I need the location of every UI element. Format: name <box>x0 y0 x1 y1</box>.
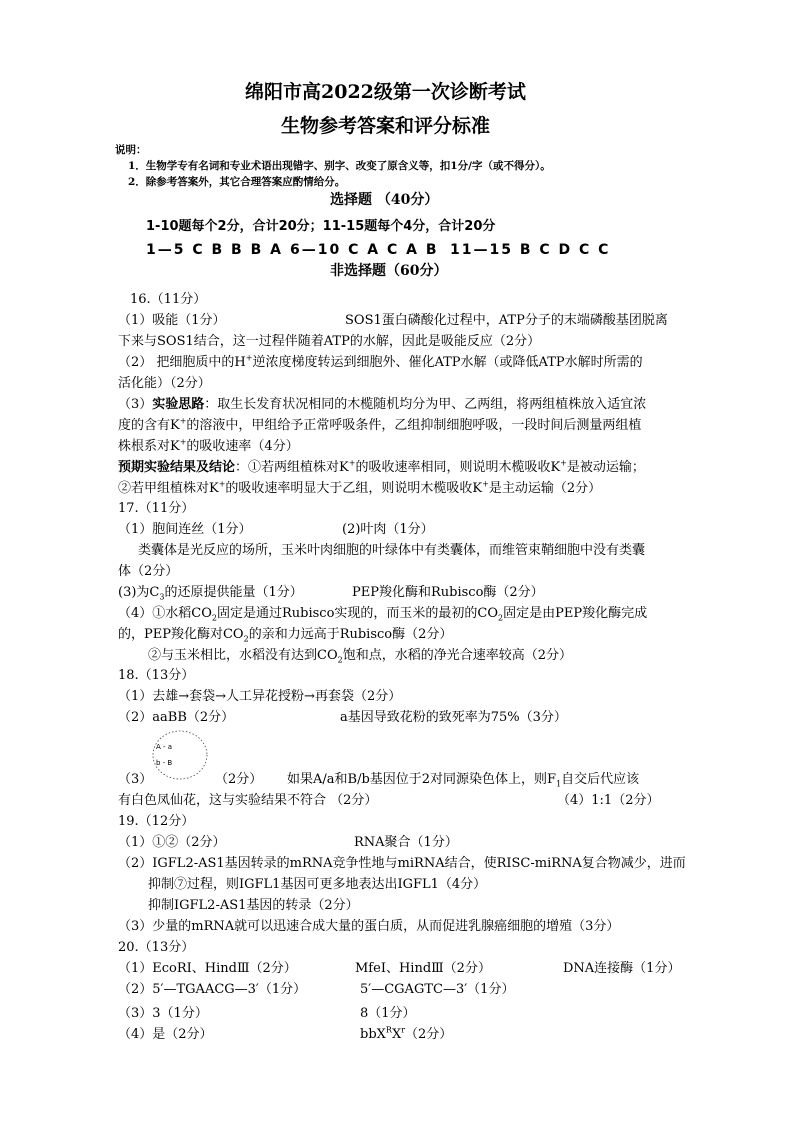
q17-line-1b: (2)叶肉（1分） <box>342 522 434 537</box>
q18-line-4b: （4）1:1（2分） <box>557 793 660 808</box>
q19-line-3: 抑制⑦过程，则IGFL1基因可更多地表达出IGFL1（4分） <box>148 877 487 892</box>
q16-line-4: 活化能）（2分） <box>118 376 211 391</box>
q20-line-4b: $bbX^RX^r(2$分） <box>360 1025 453 1042</box>
q18-line-3c: 如果A/a和B/b基因位于2对同源染色体上，则$F_1$自交后代应该 <box>287 772 640 789</box>
q18-line-3b: （2分） <box>215 772 263 787</box>
q19-line-5: （3）少量的mRNA就可以迅速合成大量的蛋白质，从而促进乳腺癌细胞的增殖（3分） <box>118 919 620 934</box>
q17-line-1a: （1）胞间连丝（1分） <box>118 522 252 537</box>
q17-line-6: 的，PEP羧化酶对$CO_2$的亲和力远高于Rubisco酶（2分） <box>118 627 453 644</box>
q19-heading: 19.（12分） <box>118 814 195 829</box>
q19-line-1a: （1）①②（2分） <box>118 835 226 850</box>
notes-label: 说明： <box>115 144 147 156</box>
q17-line-3: 体（2分） <box>118 564 179 579</box>
q17-heading: 17.（11分） <box>118 501 195 516</box>
q20-line-3b: 8（1分） <box>360 1006 416 1021</box>
q19-line-2: （2）IGFL2-AS1基因转录的mRNA竞争性地与miRNA结合，使RISC-miRNA复合物减少，进而 <box>118 856 686 871</box>
q16-line-5: （3）实验思路：取生长发育状况相同的木榄随机均分为甲、乙两组，将两组植株放入适宜浓 <box>118 397 647 412</box>
q20-line-1b: MfeI、HindⅢ（2分） <box>355 961 491 976</box>
gene-pair-top: A - a <box>156 743 173 751</box>
q16-line-3: （2） 把细胞质中的H+逆浓度梯度转运到细胞外、催化ATP水解（或降低ATP水解时所需的 <box>118 353 643 370</box>
q16-line-9: ②若甲组植株对K+的吸收速率明显大于乙组，则说明木榄吸收K+是主动运输（2分） <box>118 479 602 496</box>
q17-line-4a: (3)为$C_3$的还原提供能量（1分） <box>118 585 303 602</box>
q17-line-4c: PEP羧化酶和Rubisco酶（2分） <box>352 585 544 600</box>
q16-line-7: 株根系对K+的吸收速率（4分） <box>118 437 299 454</box>
choice-heading: 选择题 （40分） <box>330 192 439 208</box>
gene-pair-bottom: b - B <box>156 759 173 767</box>
q19-line-4: 抑制IGFL2-AS1基因的转录（2分） <box>148 898 359 913</box>
notes-item-1: 1．生物学专有名词和专业术语出现错字、别字、改变了原含义等，扣1分/字（或不得分）。 <box>128 160 551 172</box>
q20-line-1c: DNA连接酶（1分） <box>563 961 681 976</box>
title-line-2: 生物参考答案和评分标准 <box>281 115 491 137</box>
q18-line-4a: 有白色凤仙花，这与实验结果不符合 （2分） <box>118 793 378 808</box>
q20-line-2b: 5′—CGAGTC—3′（1分） <box>360 982 515 997</box>
q16-line-8: 预期实验结果及结论：①若两组植株对K+的吸收速率相同，则说明木榄吸收K+是被动运输； <box>118 458 645 475</box>
q20-line-2a: （2）5′—TGAACG—3′（1分） <box>118 982 307 997</box>
q18-line-2b: a基因导致花粉的致死率为75%（3分） <box>340 710 567 725</box>
cell-outline <box>153 731 207 779</box>
q16-line-2: 下来与SOS1结合，这一过程伴随着ATP的水解，因此是吸能反应（2分） <box>118 334 541 349</box>
q20-line-4a: （4）是（2分） <box>118 1027 213 1042</box>
q20-line-3a: （3）3（1分） <box>118 1006 208 1021</box>
answers-1-5: 1—5 C B B B A <box>146 242 283 258</box>
q17-line-7: ②与玉米相比，水稻没有达到$CO_2$饱和点，水稻的净光合速率较高（2分） <box>148 648 572 665</box>
q16-line-6: 度的含有K+的溶液中，甲组给予正常呼吸条件，乙组抑制细胞呼吸，一段时间后测量两组植 <box>118 416 642 433</box>
nonchoice-heading: 非选择题（60分） <box>330 263 448 279</box>
q16-line-1b: SOS1蛋白磷酸化过程中，ATP分子的末端磷酸基团脱离 <box>345 313 668 328</box>
notes-item-2: 2．除参考答案外，其它合理答案应酌情给分。 <box>128 176 346 188</box>
answers-6-10: 6—10 C A C A B <box>290 242 439 258</box>
q16-heading: 16.（11分） <box>130 292 207 307</box>
q18-heading: 18.（13分） <box>118 668 195 683</box>
q17-line-2: 类囊体是光反应的场所，玉米叶肉细胞的叶绿体中有类囊体，而维管束鞘细胞中没有类囊 <box>138 543 646 558</box>
q20-line-1a: （1）EcoRI、HindⅢ（2分） <box>118 961 297 976</box>
q18-line-3a: （3） <box>118 772 153 787</box>
q17-line-5: （4）①水稻$CO_2$固定是通过Rubisco实现的，而玉米的最初的$CO_2$固定是由PEP羧化酶完成 <box>118 606 648 623</box>
q19-line-1b: RNA聚合（1分） <box>354 835 458 850</box>
q20-heading: 20.（13分） <box>118 940 195 955</box>
chromosome-diagram <box>150 728 210 782</box>
q18-line-2a: （2）aaBB（2分） <box>118 710 235 725</box>
q16-line-1a: （1）吸能（1分） <box>118 313 226 328</box>
choice-scoring: 1-10题每个2分，合计20分；11-15题每个4分，合计20分 <box>146 219 496 234</box>
answers-11-15: 11—15 B C D C C <box>450 242 611 258</box>
q18-line-1: （1）去雄→套袋→人工异花授粉→再套袋（2分） <box>118 689 402 704</box>
title-line-1: 绵阳市高2022级第一次诊断考试 <box>245 81 526 103</box>
